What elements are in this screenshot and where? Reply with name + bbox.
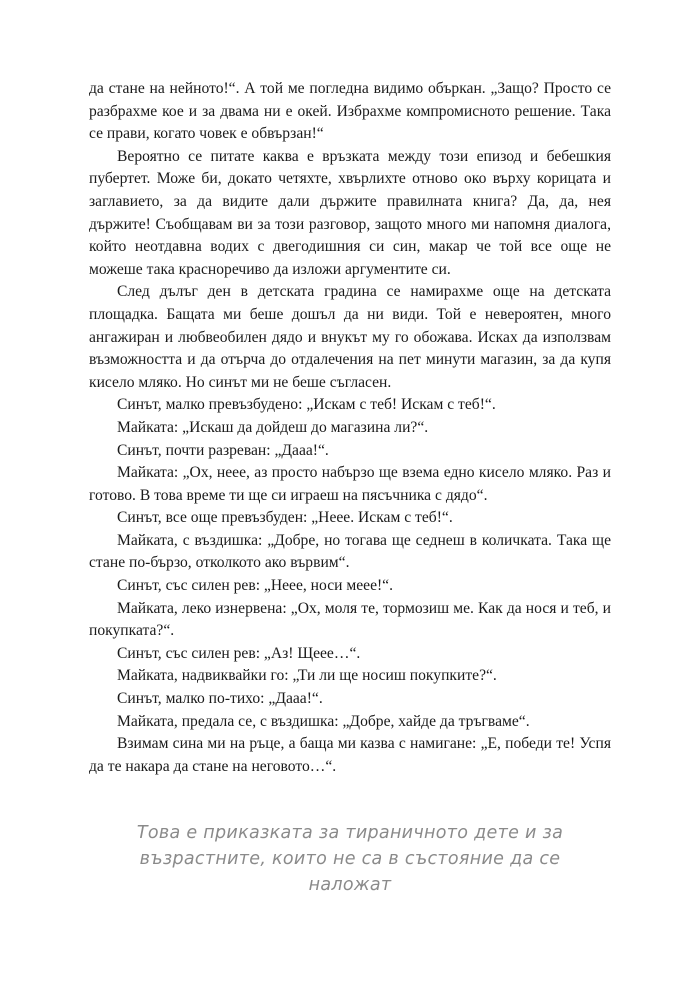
paragraph-playground: След дълъг ден в детската градина се намирахме още на детската площадка. Бащата ми беше дошъл да ни види. Той е невероятен, много ангажиран и любвеобилен дядо и внукът му го обожава. Исках да използвам възможността и да отърча до отдалечения на пет минути магазин, за да купя кисело мляко. Но синът ми не беше съгласен. <box>89 283 611 391</box>
dialogue-line: Синът, малко превъзбудено: „Искам с теб! Искам с теб!“. <box>117 396 496 414</box>
dialogue-line: Синът, почти разреван: „Дааа!“. <box>117 441 329 459</box>
dialogue-line: Майката, с въздишка: „Добре, но тогава ще седнеш в количката. Така ще стане по-бързо, отколкото ако вървим“. <box>89 531 611 572</box>
dialogue-line: Майката, леко изнервена: „Ох, моля те, тормозиш ме. Как да нося и теб, и покупката?“. <box>89 599 611 640</box>
paragraph-closing: Взимам сина ми на ръце, а баща ми казва с намигане: „Е, победи те! Успя да те накара да стане на неговото…“. <box>89 735 611 775</box>
dialogue-line: Синът, все още превъзбуден: „Неее. Искам с теб!“. <box>117 509 453 527</box>
dialogue-line: Майката: „Ох, неее, аз просто набързо ще взема едно кисело мляко. Раз и готово. В това време ти ще си играеш на пясъчника с дядо“. <box>89 464 611 504</box>
dialogue-line: Майката: „Искаш да дойдеш до магазина ли?“. <box>117 418 429 436</box>
closing-quote: Това е приказката за тираничното дете и за възрастните, които не са в състояние да се наложат <box>136 823 564 896</box>
dialogue-line: Синът, малко по-тихо: „Дааа!“. <box>117 690 323 708</box>
paragraph-connection: Вероятно се питате каква е връзката между този епизод и бебешкия пубертет. Може би, докато четяхте, хвърлихте отново око върху корицата и заглавието, за да видите дали държите правилната книга? Да, да, нея държите! Съобщавам ви за този разговор, защото много ми напомня диалога, който неотдавна водих с двегодишния си син, макар че той все още не можеше така красноречиво да изложи аргументите си. <box>89 147 611 278</box>
dialogue-line: Майката, предала се, с въздишка: „Добре, хайде да тръгваме“. <box>117 712 530 730</box>
dialogue-line: Майката, надвиквайки го: „Ти ли ще носиш покупките?“. <box>117 667 497 685</box>
dialogue-line: Синът, със силен рев: „Неее, носи мееe!“. <box>117 577 394 595</box>
paragraph-opening: да стане на нейното!“. А той ме погледна видимо объркан. „Защо? Просто се разбрахме кое и за двама ни е окей. Избрахме компромисното решение. Така се прави, когато човек е обвързан!“ <box>89 80 611 143</box>
dialogue-line: Синът, със силен рев: „Аз! Щеее…“. <box>117 644 361 662</box>
dialogue-block <box>89 394 611 778</box>
